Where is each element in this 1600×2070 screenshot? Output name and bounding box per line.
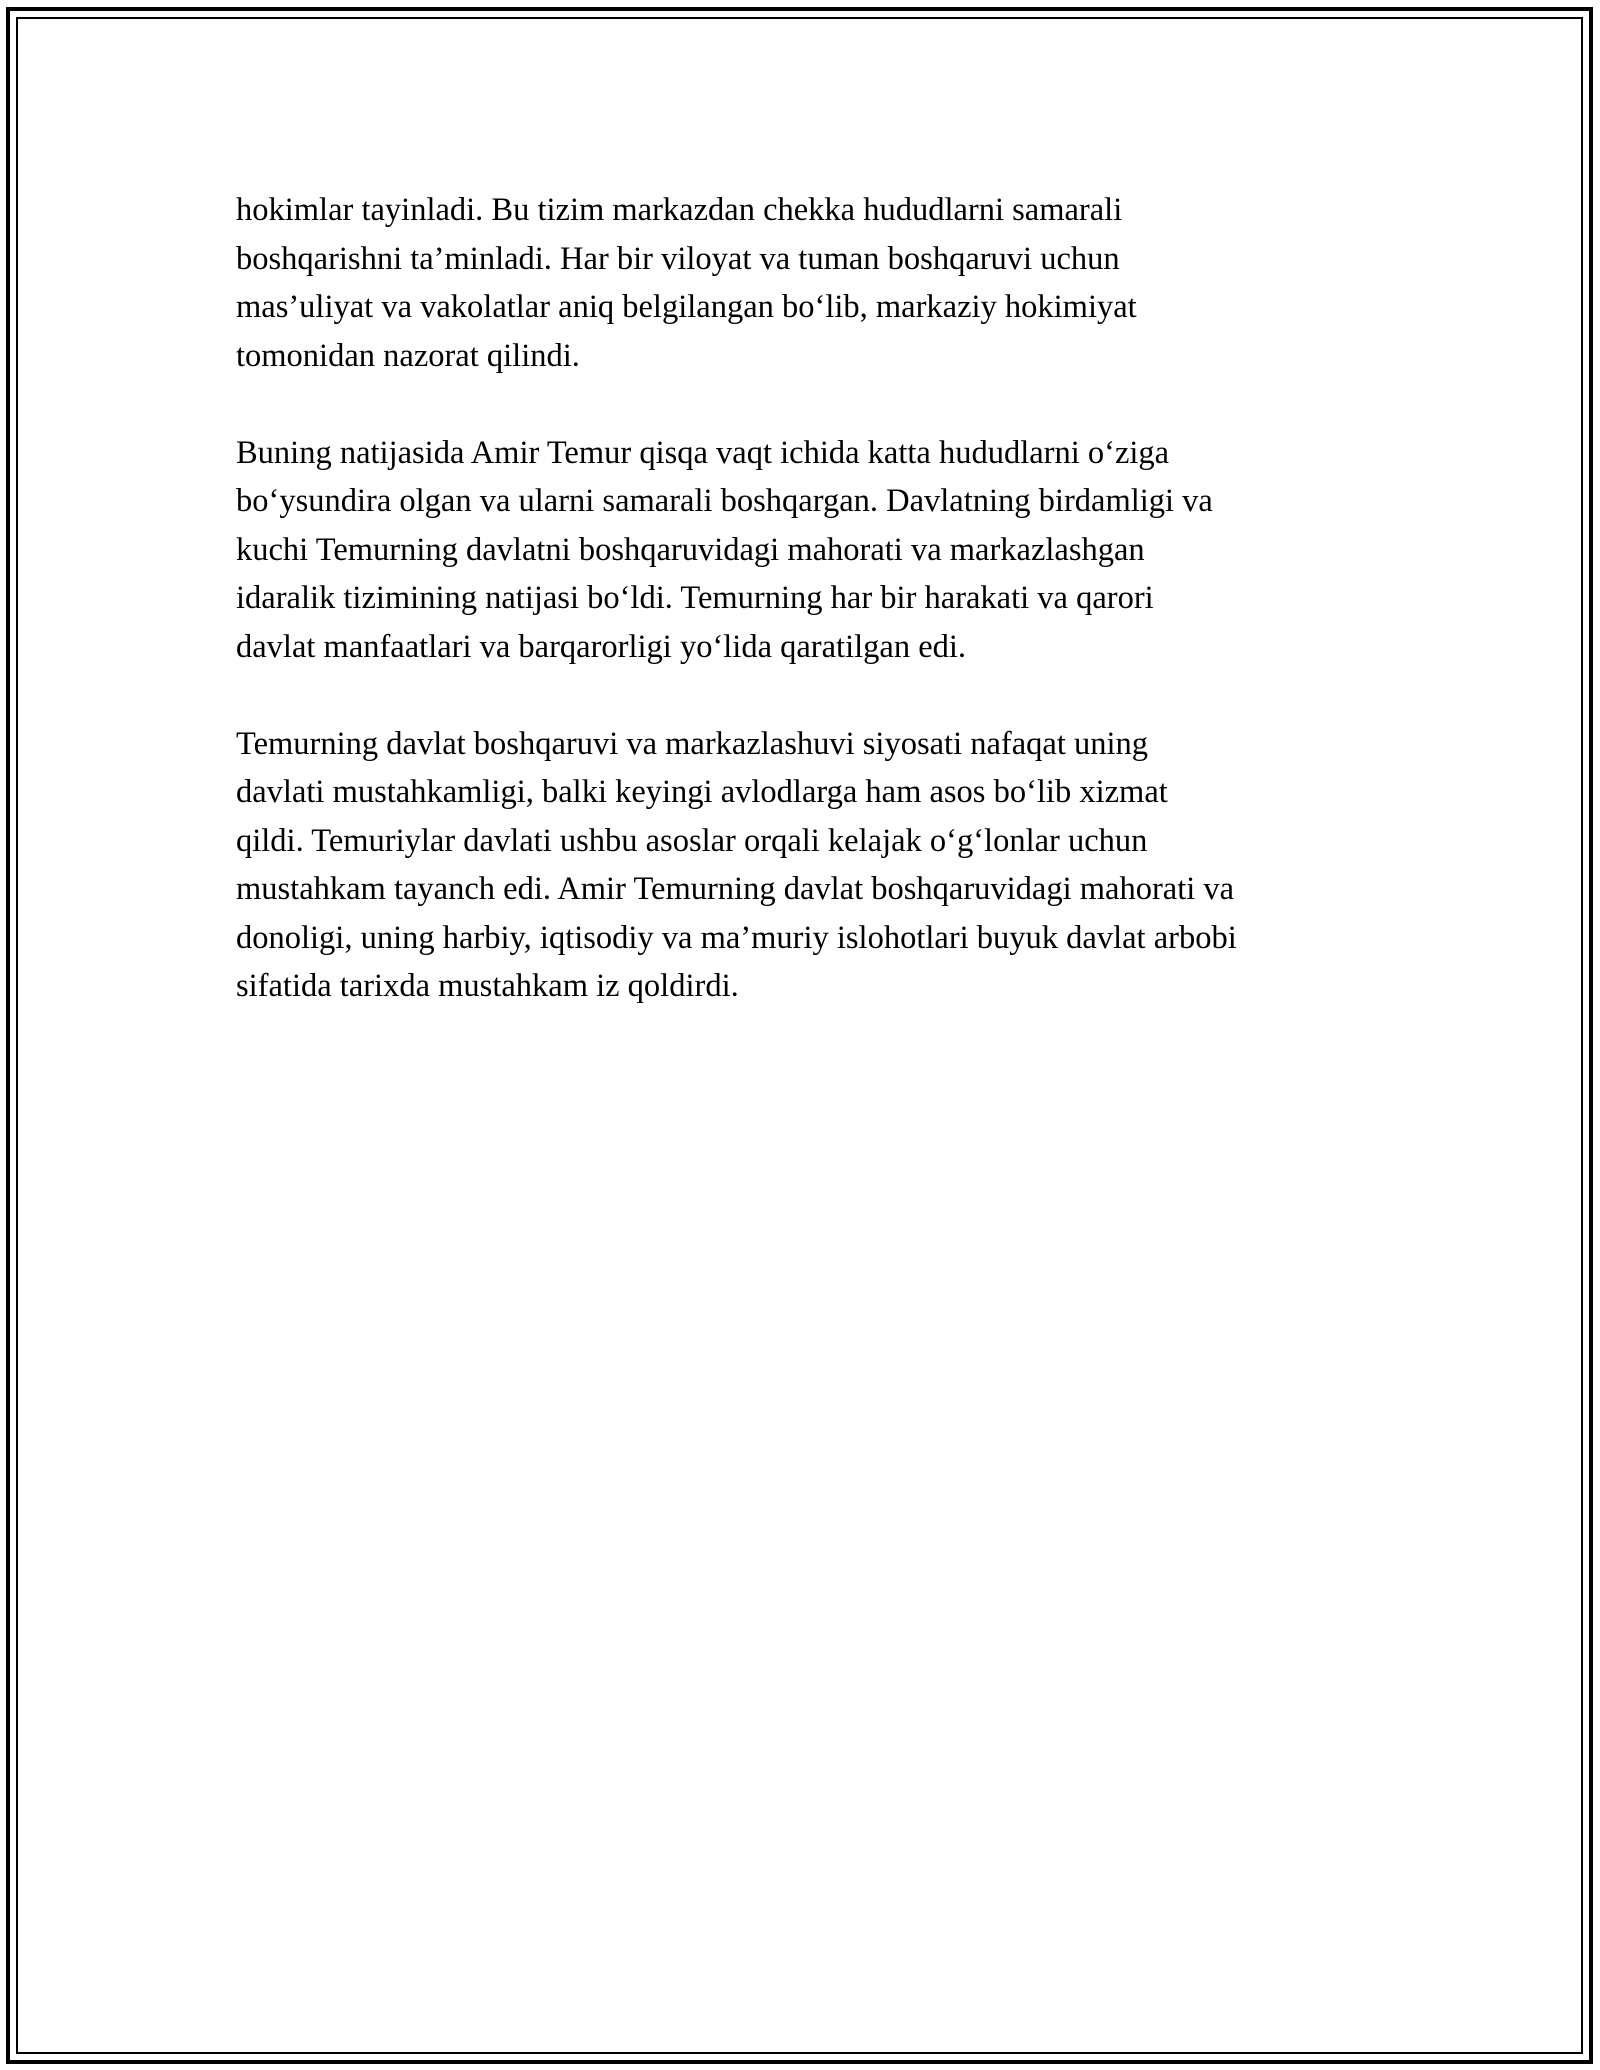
text-line: Buning natijasida Amir Temur qisqa vaqt ichida katta hududlarni o‘ziga bbox=[236, 434, 1170, 471]
paragraph-3 bbox=[236, 720, 1396, 1011]
text-line: donoligi, uning harbiy, iqtisodiy va ma’muriy islohotlari buyuk davlat arbobi bbox=[236, 919, 1237, 956]
text-line: qildi. Temuriylar davlati ushbu asoslar orqali kelajak o‘g‘lonlar uchun bbox=[236, 822, 1148, 859]
text-line: boshqarishni ta’minladi. Har bir viloyat va tuman boshqaruvi uchun bbox=[236, 240, 1120, 277]
text-line: mustahkam tayanch edi. Amir Temurning davlat boshqaruvidagi mahorati va bbox=[236, 871, 1235, 907]
paragraph-2 bbox=[236, 429, 1396, 672]
document-body bbox=[236, 186, 1396, 1059]
text-line: Temurning davlat boshqaruvi va markazlashuvi siyosati nafaqat uning bbox=[236, 725, 1148, 762]
text-line: kuchi Temurning davlatni boshqaruvidagi mahorati va markazlashgan bbox=[236, 531, 1145, 568]
text-line: davlati mustahkamligi, balki keyingi avlodlarga ham asos bo‘lib xizmat bbox=[236, 774, 1168, 810]
paragraph-1 bbox=[236, 186, 1396, 380]
text-line: tomonidan nazorat qilindi. bbox=[236, 337, 580, 374]
text-line: bo‘ysundira olgan va ularni samarali boshqargan. Davlatning birdamligi va bbox=[236, 483, 1213, 519]
text-line: idaralik tizimining natijasi bo‘ldi. Temurning har bir harakati va qarori bbox=[236, 580, 1154, 616]
text-line: davlat manfaatlari va barqarorligi yo‘lida qaratilgan edi. bbox=[236, 628, 967, 665]
text-line: hokimlar tayinladi. Bu tizim markazdan chekka hududlarni samarali bbox=[236, 192, 1123, 228]
text-line: sifatida tarixda mustahkam iz qoldirdi. bbox=[236, 968, 739, 1004]
text-line: mas’uliyat va vakolatlar aniq belgilangan bo‘lib, markaziy hokimiyat bbox=[236, 289, 1137, 325]
